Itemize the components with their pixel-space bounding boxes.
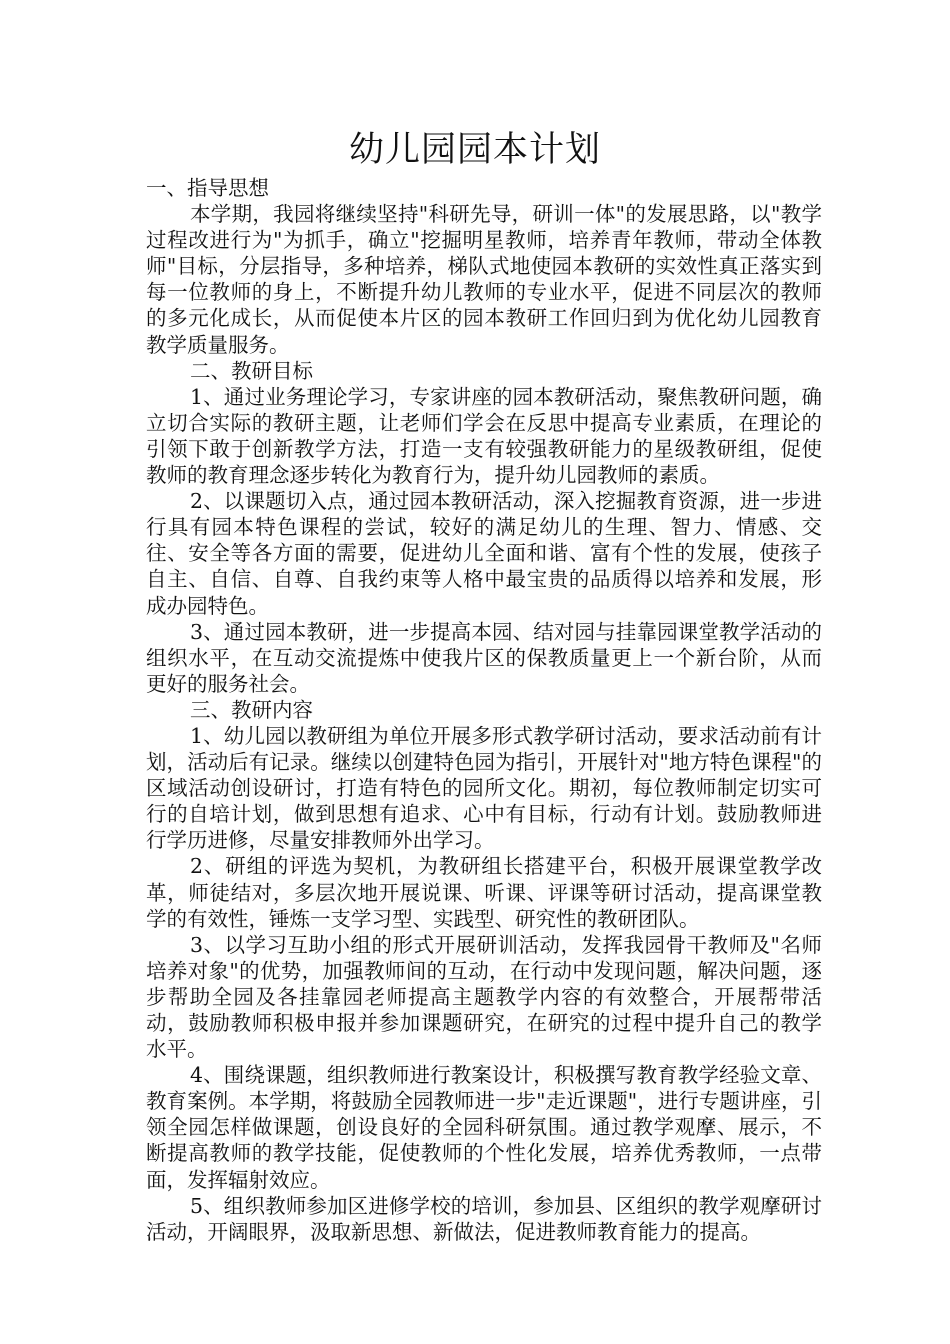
section-heading-research-goals: 二、教研目标	[190, 358, 313, 383]
document-body	[146, 175, 822, 1245]
paragraph-guiding-ideology: 本学期，我园将继续坚持"科研先导，研训一体"的发展思路，以"教学过程改进行为"为抓手，确立"挖掘明星教师，培养青年教师，带动全体教师"目标，分层指导，多种培养，梯队式地使园本教研的实效性真正落实到每一位教师的身上，不断提升幼儿教师的专业水平，促进不同层次的教师的多元化成长，从而促使本片区的园本教研工作回归到为优化幼儿园教育教学质量服务。	[146, 202, 822, 357]
paragraph-content-1: 1、幼儿园以教研组为单位开展多形式教学研讨活动，要求活动前有计划，活动后有记录。继续以创建特色园为指引，开展针对"地方特色课程"的区域活动创设研讨，打造有特色的园所文化。期初，每位教师制定切实可行的自培计划，做到思想有追求、心中有目标，行动有计划。鼓励教师进行学历进修，尽量安排教师外出学习。	[146, 723, 822, 853]
section-heading-research-content: 三、教研内容	[190, 697, 313, 722]
paragraph-content-4: 4、围绕课题，组织教师进行教案设计，积极撰写教育教学经验文章、教育案例。本学期，将鼓励全园教师进一步"走近课题"，进行专题讲座，引领全园怎样做课题，创设良好的全园科研氛围。通过教学观摩、展示，不断提高教师的教学技能，促使教师的个性化发展，培养优秀教师，一点带面，发挥辐射效应。	[146, 1063, 822, 1192]
paragraph-goal-3: 3、通过园本教研，进一步提高本园、结对园与挂靠园课堂教学活动的组织水平，在互动交流提炼中使我片区的保教质量更上一个新台阶，从而更好的服务社会。	[146, 619, 822, 696]
paragraph-goal-1: 1、通过业务理论学习，专家讲座的园本教研活动，聚焦教研问题，确立切合实际的教研主题，让老师们学会在反思中提高专业素质，在理论的引领下敢于创新教学方法，打造一支有较强教研能力的星级教研组，促使教师的教育理念逐步转化为教育行为，提升幼儿园教师的素质。	[146, 384, 822, 488]
paragraph-goal-2: 2、以课题切入点，通过园本教研活动，深入挖掘教育资源，进一步进行具有园本特色课程的尝试，较好的满足幼儿的生理、智力、情感、交往、安全等各方面的需要，促进幼儿全面和谐、富有个性的发展，使孩子自主、自信、自尊、自我约束等人格中最宝贵的品质得以培养和发展，形成办园特色。	[146, 489, 822, 618]
paragraph-content-3: 3、以学习互助小组的形式开展研训活动，发挥我园骨干教师及"名师培养对象"的优势，加强教师间的互动，在行动中发现问题，解决问题，逐步帮助全园及各挂靠园老师提高主题教学内容的有效整合，开展帮带活动，鼓励教师积极申报并参加课题研究，在研究的过程中提升自己的教学水平。	[146, 932, 822, 1062]
section-heading-guiding-ideology: 一、指导思想	[146, 176, 269, 200]
paragraph-content-2: 2、研组的评选为契机，为教研组长搭建平台，积极开展课堂教学改革，师徒结对，多层次地开展说课、听课、评课等研讨活动，提高课堂教学的有效性，锤炼一支学习型、实践型、研究性的教研团队。	[146, 854, 822, 931]
paragraph-content-5: 5、组织教师参加区进修学校的培训，参加县、区组织的教学观摩研讨活动，开阔眼界，汲取新思想、新做法，促进教师教育能力的提高。	[146, 1193, 822, 1244]
document-title: 幼儿园园本计划	[348, 130, 601, 170]
